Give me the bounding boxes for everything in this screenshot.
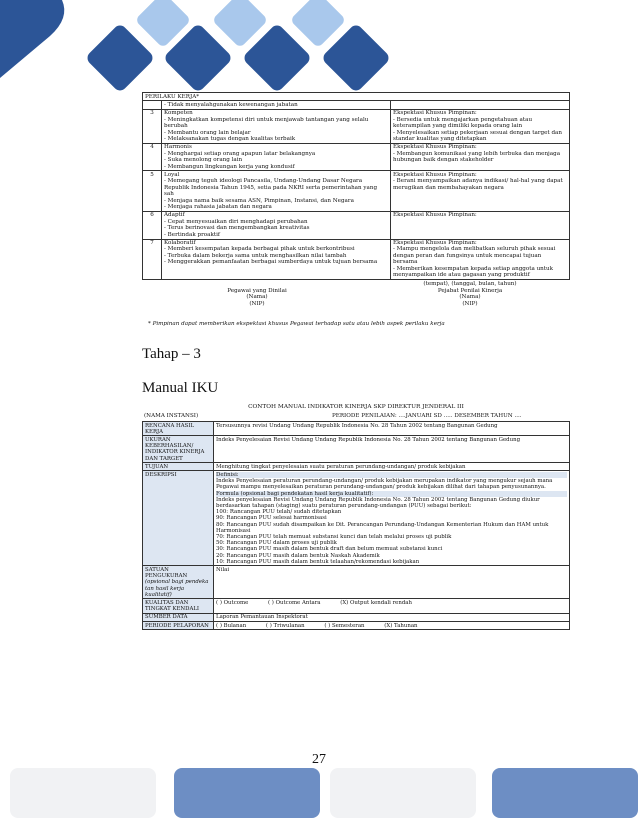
row-number: 3	[143, 109, 162, 143]
heading-tahap: Tahap – 3	[142, 346, 201, 362]
iku-table	[142, 421, 570, 630]
employee-nip: (NIP)	[249, 300, 265, 307]
row-label: PERIODE PELAPORAN	[143, 622, 214, 630]
option: ( ) Semesteran	[324, 622, 365, 629]
behaviour-title: Kompeten	[164, 110, 193, 117]
behaviour-item: - Suka menolong orang lain	[164, 157, 243, 164]
formula-line: 10: Rancangan PUU masih dalam bentuk telaahan/rekomendasi kebijakan	[216, 558, 420, 565]
expectation-item: - Berani menyampaikan adanya indikasi/ hal-hal yang dapat merugikan dan membahayakan negara	[393, 178, 563, 191]
behaviour-item: - Menjaga rahasia jabatan dan negara	[164, 204, 272, 210]
behaviour-cell	[162, 109, 391, 143]
behaviour-item: - Menjaga nama baik sesama ASN, Pimpinan, Instansi, dan Negara	[164, 197, 354, 204]
iku-row	[143, 463, 570, 471]
expectation-cell	[391, 101, 570, 109]
periode: PERIODE PENILAIAN: ....JANUARI SD ..... DESEMBER TAHUN ....	[332, 413, 522, 419]
table-row	[143, 211, 570, 239]
perilaku-kerja-table	[142, 92, 570, 280]
satuan-note: (opsional bagi pendeka tan hasil kerja kualitatif)	[145, 579, 209, 598]
formula-line: 80: Rancangan PUU sudah disampaikan ke Dit. Perancangan Perundang-Undangan Kementerian Hukum dan HAM untuk Harmonisasi	[216, 521, 549, 534]
expectation-item: Ekspektasi Khusus Pimpinan:	[393, 110, 477, 117]
behaviour-item: - Tidak menyalahgunakan kewenangan jabatan	[164, 101, 298, 108]
signature-right	[390, 281, 550, 307]
expectation-item: - Mampu mengelola dan melibatkan seluruh pihak sesuai dengan peran dan fungsinya untuk mencapai tujuan bersama	[393, 246, 556, 266]
formula-line: Indeks penyelesaian Revisi Undang Undang Republik Indonesia No. 28 Tahun 2002 tentang Bangunan Gedung diukur berdasarkan tahapan (staging) suatu peraturan perundang-undangan (PUU) sebagai berikut:	[216, 496, 540, 509]
heading-manual-iku: Manual IKU	[142, 380, 219, 396]
behaviour-item: - Menghargai setiap orang apapun latar belakangnya	[164, 150, 316, 157]
behaviour-cell	[162, 101, 391, 109]
formula-line: 70: Rancangan PUU telah memuat substansi kunci dan telah melalui proses uji publik	[216, 533, 452, 540]
option: ( ) Triwulanan	[265, 622, 305, 629]
behaviour-item: - Terbuka dalam bekerja sama untuk menghasilkan nilai tambah	[164, 252, 347, 259]
signer-title: Pejabat Penilai Kinerja	[437, 287, 503, 294]
row-number: 7	[143, 239, 162, 279]
row-label: KUALITAS DAN TINGKAT KENDALI	[143, 599, 214, 613]
table-header: PERILAKU KERJA*	[143, 93, 570, 101]
row-label	[143, 566, 214, 599]
expectation-cell	[391, 171, 570, 211]
behaviour-title: Adaptif	[164, 212, 185, 219]
row-label: SUMBER DATA	[143, 613, 214, 621]
behaviour-item: - Melaksanakan tugas dengan kualitas terbaik	[164, 135, 296, 142]
expectation-item: - Memberikan kesempatan kepada setiap anggota untuk menyampaikan ide atau gagasan yang produktif	[393, 265, 554, 279]
row-value	[214, 471, 570, 566]
expectation-cell	[391, 211, 570, 239]
expectation-item: - Menyelesaikan setiap pekerjaan sesuai dengan target dan standar kualitas yang ditetapkan	[393, 129, 562, 142]
row-value-text: Tersusunnya revisi Undang Undang Republik Indonesia No. 28 Tahun 2002 tentang Bangunan Gedung	[216, 422, 498, 429]
expectation-cell	[391, 143, 570, 171]
kualitas-row	[143, 599, 570, 613]
sumber-row	[143, 613, 570, 621]
expectation-item: Ekspektasi Khusus Pimpinan:	[393, 212, 477, 219]
formula-line: 50: Rancangan PUU dalam proses uji publik	[216, 540, 337, 547]
behaviour-item: - Menggerakkan pemanfaatan berbagai sumberdaya untuk tujuan bersama	[164, 259, 378, 266]
expectation-item: Ekspektasi Khusus Pimpinan:	[393, 171, 477, 178]
row-label: DESKRIPSI	[143, 471, 214, 566]
option: ( ) Outcome Antara	[267, 599, 321, 606]
behaviour-title: Harmonis	[164, 144, 192, 151]
footer-box	[10, 768, 156, 818]
table-row	[143, 109, 570, 143]
perilaku-kerja-table-wrap	[142, 92, 570, 280]
expectation-item: - Bersedia untuk mengajarkan pengetahuan atau keterampilan yang dimiliki kepada orang lain	[393, 116, 533, 130]
behaviour-title: Loyal	[164, 171, 180, 178]
expectation-item: Ekspektasi Khusus Pimpinan:	[393, 240, 477, 247]
row-value-text: Indeks Penyelesaian Revisi Undang Undang Republik Indonesia No. 28 Tahun 2002 tentang Bangunan Gedung	[216, 436, 521, 443]
row-value: Nilai	[214, 566, 570, 599]
corner-shape	[0, 0, 64, 78]
row-number: 6	[143, 211, 162, 239]
behaviour-item: - Membangun lingkungan kerja yang kondusif	[164, 163, 295, 170]
satuan-label: SATUAN PENGUKURAN	[145, 566, 188, 580]
instansi: (NAMA INSTANSI)	[144, 413, 199, 419]
option: (X) Output kendali rendah	[340, 599, 412, 606]
behaviour-cell	[162, 239, 391, 279]
employee-name: (Nama)	[246, 294, 268, 301]
table-row	[143, 101, 570, 109]
behaviour-item: - Meningkatkan kompetensi diri untuk menjawab tantangan yang selalu berubah	[164, 116, 369, 130]
option: ( ) Bulanan	[216, 622, 247, 629]
formula-line: 30: Rancangan PUU masih dalam bentuk draft dan belum memuat substansi kunci	[216, 546, 443, 553]
iku-row	[143, 436, 570, 463]
row-value	[214, 463, 570, 471]
table-row	[143, 239, 570, 279]
row-value	[214, 599, 570, 613]
row-value	[214, 436, 570, 463]
formula-line: 100: Rancangan PUU telah/ sudah ditetapkan	[216, 509, 342, 516]
formula-line: 90: Rancangan PUU selesai harmonisasi	[216, 515, 327, 522]
formula-line: 20: Rancangan PUU masih dalam bentuk Naskah Akademik	[216, 552, 380, 559]
employee-title: Pegawai yang Dinilai	[227, 287, 287, 294]
row-number: 4	[143, 143, 162, 171]
footer-box	[174, 768, 320, 818]
behaviour-item: - Membantu orang lain belajar	[164, 129, 251, 136]
expectation-cell	[391, 109, 570, 143]
place-date: (tempat), (tanggal, bulan, tahun)	[423, 281, 517, 287]
row-value: Laporan Pemantauan Inspektorat	[214, 613, 570, 621]
row-value	[214, 422, 570, 436]
signer-nip: (NIP)	[462, 300, 478, 307]
expectation-item: Ekspektasi Khusus Pimpinan:	[393, 144, 477, 151]
iku-table-wrap	[142, 421, 570, 630]
behaviour-item: - Cepat menyesuaikan diri menghadapi perubahan	[164, 218, 308, 225]
row-label: UKURAN KEBERHASILAN/ INDIKATOR KINERJA DAN TARGET	[143, 436, 214, 463]
iku-title: CONTOH MANUAL INDIKATOR KINERJA SKP DIREKTUR JENDERAL III	[248, 404, 464, 410]
signer-name: (Nama)	[459, 294, 481, 301]
row-value-text: Menghitung tingkat penyelesaian suatu peraturan perundang-undangan/ produk kebijakan	[216, 463, 466, 470]
behaviour-cell	[162, 171, 391, 211]
footer-box	[492, 768, 638, 818]
iku-row	[143, 422, 570, 436]
behaviour-cell	[162, 143, 391, 171]
footnote: * Pimpinan dapat memberikan ekspektasi khusus Pegawai terhadap satu atau lebih aspek perilaku kerja	[148, 321, 445, 327]
row-value	[214, 622, 570, 630]
expectation-cell	[391, 239, 570, 279]
behaviour-item: - Bertindak proaktif	[164, 231, 220, 238]
signature-left	[197, 288, 317, 308]
behaviour-item: - Terus berinovasi dan mengembangkan kreativitas	[164, 225, 310, 232]
behaviour-cell	[162, 211, 391, 239]
footer-box	[330, 768, 476, 818]
definisi-label: Definisi:	[216, 472, 567, 478]
expectation-item: - Membangun komunikasi yang lebih terbuka dan menjaga hubungan baik dengan stakeholder	[393, 150, 561, 164]
behaviour-item: - Memegang teguh ideologi Pancasila, Undang-Undang Dasar Negara Republik Indonesia Tahun 1945, setia pada NKRI serta pemerintahan yang sah	[164, 178, 378, 198]
option: ( ) Outcome	[216, 599, 249, 606]
behaviour-title: Kolaboratif	[164, 240, 196, 247]
diamond-pattern	[85, 0, 392, 93]
row-label: RENCANA HASIL KERJA	[143, 422, 214, 436]
table-row	[143, 171, 570, 211]
option: (X) Tahunan	[384, 622, 418, 629]
deskripsi-row	[143, 471, 570, 566]
row-label: TUJUAN	[143, 463, 214, 471]
periode-row	[143, 622, 570, 630]
page-number: 27	[312, 752, 326, 767]
definisi-text: Indeks Penyelesaian peraturan perundang-undangan/ produk kebijakan merupakan indikator yang mengukur sejauh mana Pegawai mampu menyelesaikan peraturan perundang-undangan/ produk kebijakan dilihat dari tahapan penyusunannya.	[216, 478, 553, 491]
row-number	[143, 101, 162, 109]
table-row	[143, 143, 570, 171]
satuan-row	[143, 566, 570, 599]
formula-label: Formula (opsional bagi pendekatan hasil kerja kualitatif):	[216, 491, 567, 497]
row-number: 5	[143, 171, 162, 211]
behaviour-item: - Memberi kesempatan kepada berbagai pihak untuk berkontribusi	[164, 246, 355, 253]
